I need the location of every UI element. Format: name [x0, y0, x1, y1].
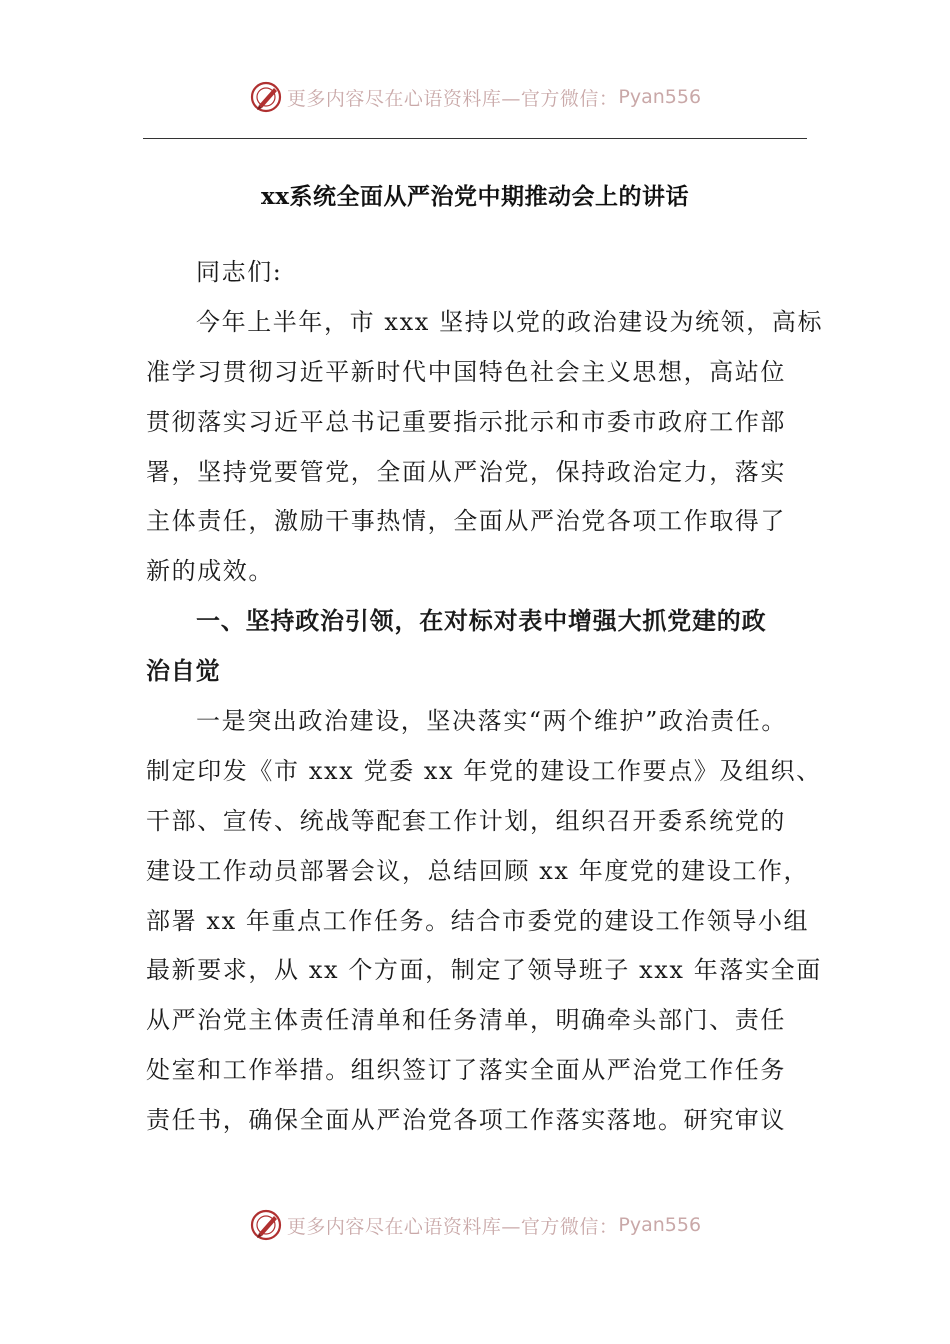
watermark-text: 更多内容尽在心语资料库—官方微信：: [286, 87, 619, 110]
text-line: 准学习贯彻习近平新时代中国特色社会主义思想，高站位: [146, 357, 786, 386]
document-title: xx系统全面从严治党中期推动会上的讲话: [261, 183, 689, 210]
text-line: 部署 xx 年重点工作任务。结合市委党的建设工作领导小组: [146, 906, 810, 935]
text-line: 处室和工作举措。组织签订了落实全面从严治党工作任务: [146, 1056, 786, 1085]
header-rule: [143, 138, 807, 139]
section-heading: 治自觉: [146, 657, 221, 686]
text-line: 最新要求，从 xx 个方面，制定了领导班子 xxx 年落实全面: [146, 956, 822, 985]
salutation: 同志们:: [196, 258, 283, 286]
text-line: 署，坚持党要管党，全面从严治党，保持政治定力，落实: [146, 457, 786, 486]
text-line: 干部、宣传、统战等配套工作计划，组织召开委系统党的: [146, 806, 786, 835]
text-line: 制定印发《市 xxx 党委 xx 年党的建设工作要点》及组织、: [146, 756, 822, 785]
text-line: 一是突出政治建设，坚决落实“两个维护”政治责任。: [196, 707, 787, 736]
section-heading: 一、坚持政治引领，在对标对表中增强大抓党建的政: [196, 607, 767, 636]
watermark-wechat-id: Pyan556: [618, 86, 702, 108]
text-line: 责任书，确保全面从严治党各项工作落实落地。研究审议: [146, 1106, 786, 1135]
document-body: [146, 248, 824, 1146]
text-line: 主体责任，激励干事热情，全面从严治党各项工作取得了: [146, 507, 786, 536]
text-line: 从严治党主体责任清单和任务清单，明确牵头部门、责任: [146, 1006, 786, 1035]
footer-watermark: [0, 1208, 950, 1242]
text-line: 建设工作动员部署会议，总结回顾 xx 年度党的建设工作，: [146, 856, 810, 885]
text-line: 新的成效。: [146, 557, 274, 586]
text-line: 贯彻落实习近平总书记重要指示批示和市委市政府工作部: [146, 407, 786, 436]
watermark-text: 更多内容尽在心语资料库—官方微信：: [286, 1215, 619, 1238]
pen-logo-icon: [249, 1208, 283, 1242]
pen-logo-icon: [249, 80, 283, 114]
text-line: 今年上半年，市 xxx 坚持以党的政治建设为统领，高标: [196, 307, 824, 336]
watermark-wechat-id: Pyan556: [618, 1214, 702, 1236]
header-watermark: [0, 80, 950, 114]
